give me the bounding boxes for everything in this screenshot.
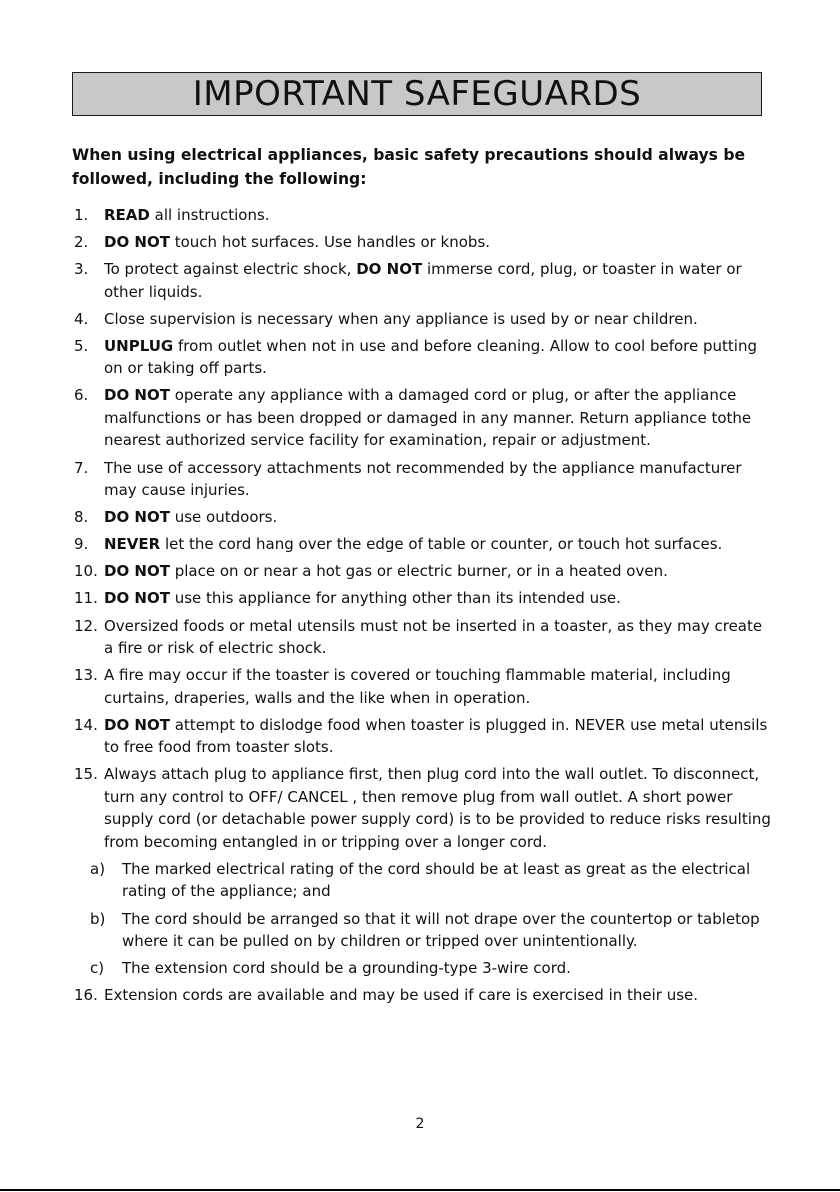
item-text: A fire may occur if the toaster is covered or touching flammable material, including curtains, draperies, walls and the like when in operation. — [104, 666, 731, 707]
list-item — [74, 457, 776, 502]
page-title: IMPORTANT SAFEGUARDS — [192, 74, 642, 114]
item-text: Close supervision is necessary when any appliance is used by or near children. — [104, 309, 698, 328]
item-keyword: UNPLUG — [104, 336, 174, 355]
list-item — [74, 560, 776, 583]
item-text: Always attach plug to appliance first, then plug cord into the wall outlet. To disconnect, turn any control to OFF/ CANCEL , then remove plug from wall outlet. A short power supply cord (or detachable power supply cord) is to be provided to reduce risks resulting from becoming entangled in or tripping over a longer cord. — [104, 765, 771, 851]
item-text: Oversized foods or metal utensils must not be inserted in a toaster, as they may create a fire or risk of electric shock. — [104, 616, 763, 658]
item-number: 3. — [74, 260, 89, 279]
list-item — [74, 384, 776, 452]
intro-text: When using electrical appliances, basic safety precautions should always be followed, including the following: — [72, 146, 746, 188]
item-keyword: NEVER — [104, 535, 161, 554]
item-text: Extension cords are available and may be used if care is exercised in their use. — [104, 986, 699, 1005]
sub-list-item — [74, 908, 776, 953]
item-text: touch hot surfaces. Use handles or knobs. — [169, 233, 491, 252]
sub-list-item — [74, 957, 776, 980]
item-number: 4. — [74, 309, 89, 328]
item-text-pre: To protect against electric shock, — [104, 260, 357, 279]
bottom-divider — [0, 1189, 840, 1191]
sub-item-text: The extension cord should be a grounding-type 3-wire cord. — [122, 959, 571, 978]
list-item — [74, 258, 776, 303]
item-text: operate any appliance with a damaged cord or plug, or after the appliance malfunctions or has been dropped or damaged in any manner. Return appliance tothe nearest authorized service facility for examination, repair or adjustment. — [104, 386, 752, 450]
list-item — [74, 533, 776, 556]
list-item — [74, 587, 776, 610]
item-number: 10. — [74, 562, 98, 581]
list-item — [74, 714, 776, 759]
list-item — [74, 615, 776, 660]
item-text: let the cord hang over the edge of table or counter, or touch hot surfaces. — [160, 535, 723, 554]
item-text: from outlet when not in use and before cleaning. Allow to cool before putting on or taking off parts. — [104, 336, 757, 378]
item-number: 7. — [74, 458, 89, 477]
list-item — [74, 763, 776, 853]
sub-item-label: a) — [90, 859, 106, 878]
sub-item-text: The cord should be arranged so that it will not drape over the countertop or tabletop where it can be pulled on by children or tripped over unintentionally. — [122, 909, 760, 950]
item-text: The use of accessory attachments not recommended by the appliance manufacturer may cause injuries. — [104, 458, 742, 500]
title-box — [72, 72, 762, 116]
list-item — [74, 308, 776, 331]
sub-item-text: The marked electrical rating of the cord should be at least as great as the electrical rating of the appliance; and — [122, 859, 751, 901]
item-number: 11. — [74, 589, 98, 608]
list-item — [74, 984, 776, 1007]
sub-item-label: b) — [90, 909, 106, 928]
item-keyword: DO NOT — [356, 260, 423, 279]
item-keyword: DO NOT — [104, 562, 170, 581]
item-keyword: READ — [104, 206, 150, 224]
list-item — [74, 231, 776, 254]
item-text: use outdoors. — [169, 508, 278, 527]
item-number: 14. — [74, 715, 98, 734]
item-keyword: DO NOT — [104, 508, 170, 527]
item-text: all instructions. — [149, 206, 270, 224]
item-text: immerse cord, plug, or toaster in water or other liquids. — [104, 260, 742, 301]
item-number: 13. — [74, 666, 98, 685]
item-text: use this appliance for anything other than its intended use. — [169, 589, 621, 608]
item-keyword: DO NOT — [104, 715, 170, 734]
item-number: 12. — [74, 616, 98, 635]
item-number: 8. — [74, 508, 89, 527]
item-number: 6. — [74, 386, 89, 405]
item-number: 15. — [74, 765, 98, 784]
item-number: 2. — [74, 233, 89, 252]
sub-list-item — [74, 858, 776, 903]
list-item — [74, 335, 776, 380]
list-item — [74, 204, 776, 227]
item-keyword: DO NOT — [104, 589, 170, 608]
list-item — [74, 506, 776, 529]
safeguards-list — [74, 204, 776, 1011]
item-text: attempt to dislodge food when toaster is plugged in. NEVER use metal utensils to free food from toaster slots. — [104, 715, 768, 757]
page-number: 2 — [415, 1116, 425, 1132]
item-number: 16. — [74, 986, 98, 1005]
list-item — [74, 664, 776, 709]
item-text: place on or near a hot gas or electric burner, or in a heated oven. — [169, 562, 668, 581]
sub-item-label: c) — [90, 959, 105, 978]
item-number: 9. — [74, 535, 89, 554]
item-keyword: DO NOT — [104, 233, 170, 252]
item-number: 5. — [74, 336, 89, 355]
item-number: 1. — [74, 206, 89, 224]
item-keyword: DO NOT — [104, 386, 170, 405]
